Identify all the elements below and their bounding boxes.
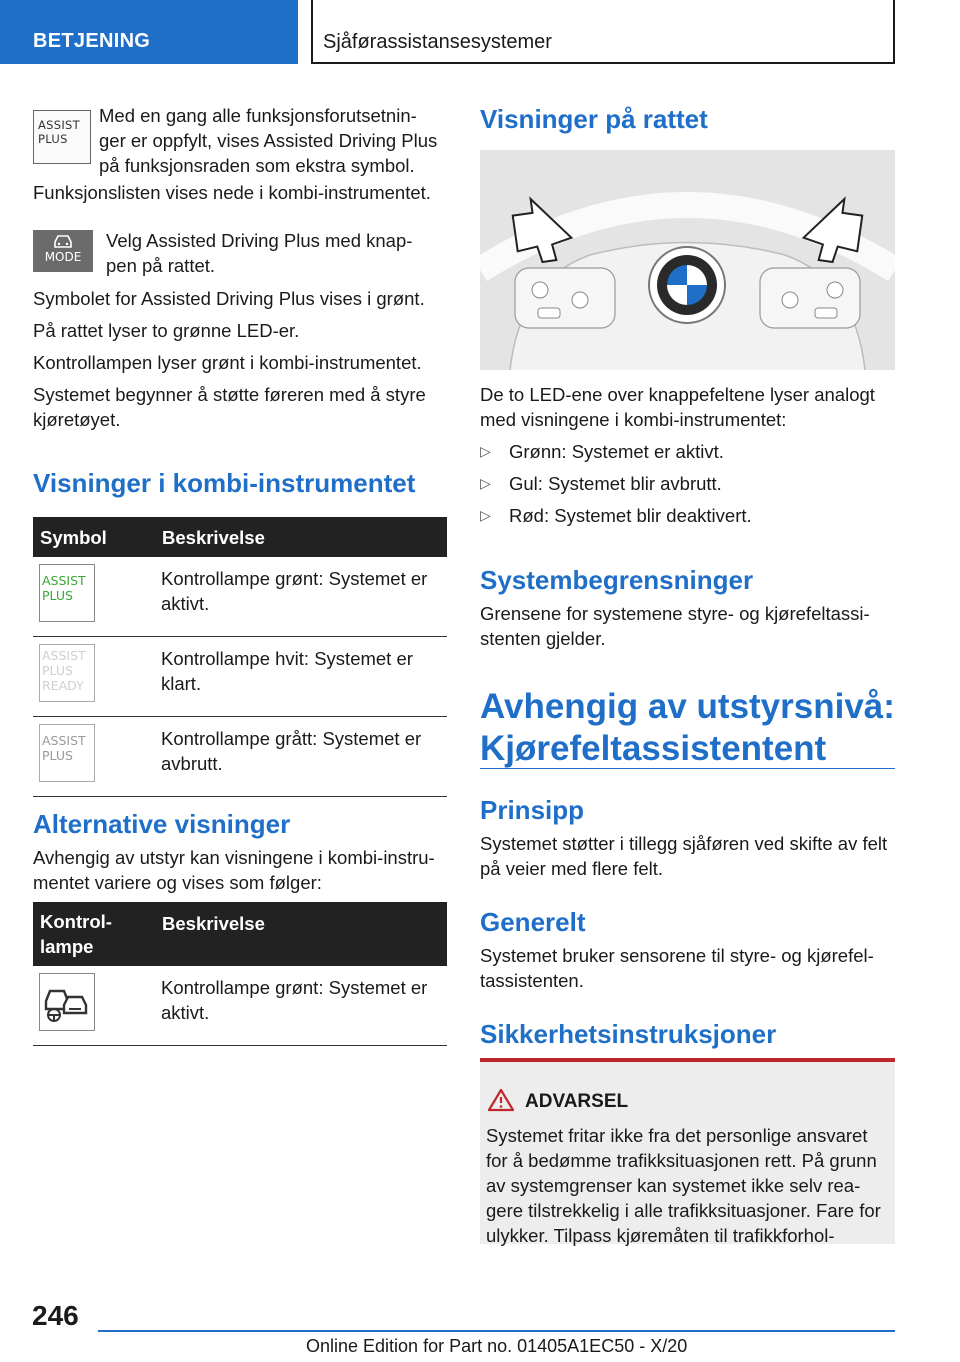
section-rule bbox=[480, 768, 895, 769]
heading-steering-displays: Visninger på rattet bbox=[480, 104, 708, 134]
mode-icon-label: MODE bbox=[44, 250, 82, 264]
chapter-title: Sjåførassistansesystemer bbox=[323, 31, 552, 53]
table-header-symbol: Symbol bbox=[33, 517, 155, 557]
table-row bbox=[33, 557, 447, 637]
sym-text: READY bbox=[42, 678, 84, 693]
intro-line-2: ger er oppfylt, vises Assisted Driving Plus bbox=[99, 130, 438, 151]
table-row bbox=[33, 717, 447, 797]
heading-equipment-line2: Kjørefeltassistentent bbox=[480, 729, 827, 768]
table-header-description: Beskrivelse bbox=[155, 902, 447, 966]
table-row bbox=[33, 966, 447, 1046]
assist-plus-green-icon bbox=[39, 564, 95, 622]
sym-text: ASSIST bbox=[42, 733, 86, 748]
intro-line-4: Funksjonslisten vises nede i kombi-instrumentet. bbox=[33, 182, 431, 203]
general-paragraph: Systemet bruker sensorene til styre- og kjørefel-tassistenten. bbox=[480, 945, 874, 991]
sym-text: PLUS bbox=[42, 748, 73, 763]
status-paragraphs bbox=[33, 286, 448, 439]
page-number: 246 bbox=[32, 1300, 79, 1331]
heading-system-limits: Systembegrensninger bbox=[480, 565, 754, 595]
intro-paragraph-full bbox=[33, 180, 453, 205]
heading-alternative-displays: Alternative visninger bbox=[33, 809, 291, 839]
steering-wheel-drawing bbox=[480, 150, 895, 370]
heading-principle: Prinsipp bbox=[480, 795, 585, 825]
sym-text: ASSIST bbox=[42, 573, 86, 588]
paragraph-symbol-green: Symbolet for Assisted Driving Plus vises i grønt. bbox=[33, 288, 425, 309]
chapter-header bbox=[311, 0, 895, 64]
assist-plus-icon-line1: ASSIST bbox=[38, 118, 80, 132]
table-header-description: Beskrivelse bbox=[155, 517, 447, 557]
warning-title: ADVARSEL bbox=[525, 1091, 629, 1112]
footer-rule bbox=[98, 1330, 895, 1332]
list-item: ▷ Rød: Systemet blir deaktivert. bbox=[480, 503, 895, 528]
lane-change-icon bbox=[39, 973, 95, 1031]
list-item: ▷ Grønn: Systemet er aktivt. bbox=[480, 439, 895, 464]
intro-paragraph-indented bbox=[99, 103, 449, 178]
table-cell-description: Kontrollampe grønt: Systemet er aktivt. bbox=[155, 966, 447, 1046]
lane-change-glyph bbox=[42, 979, 92, 1025]
alternative-paragraph: Avhengig av utstyr kan visningene i kombi-instru-mentet variere og vises som følger: bbox=[33, 847, 435, 893]
sym-text: PLUS bbox=[42, 663, 73, 678]
edition-footer: Online Edition for Part no. 01405A1EC50 - X/20 bbox=[306, 1336, 688, 1356]
paragraph-led: På rattet lyser to grønne LED-er. bbox=[33, 320, 300, 341]
sym-text: ASSIST bbox=[42, 648, 86, 663]
mode-line-1: Velg Assisted Driving Plus med knap- bbox=[106, 230, 413, 251]
led-paragraph: De to LED-ene over knappefeltene lyser analogt med visningene i kombi-instrumentet: bbox=[480, 384, 875, 430]
assist-plus-icon-line2: PLUS bbox=[38, 132, 68, 146]
lamp-table bbox=[33, 902, 447, 1046]
status-bullet-list bbox=[480, 439, 895, 535]
table-cell-description: Kontrollampe hvit: Systemet er klart. bbox=[155, 637, 447, 717]
steering-wheel-illustration bbox=[480, 150, 895, 370]
paragraph-system-support: Systemet begynner å støtte føreren med å styre kjøretøyet. bbox=[33, 384, 426, 430]
symbol-table bbox=[33, 517, 447, 797]
sym-text: PLUS bbox=[42, 588, 73, 603]
paragraph-indicator: Kontrollampen lyser grønt i kombi-instrumentet. bbox=[33, 352, 422, 373]
warning-box bbox=[480, 1058, 895, 1244]
warning-text: Systemet fritar ikke fra det personlige ansvaret for å bedømme trafikksituasjonen rett. På grunn av systemgrenser kan systemet ikke selv rea-gere tilstrekkelig i alle trafikksituasjoner. Fare for ulykker. Tilpass kjøremåten til trafikkforhol- bbox=[486, 1125, 881, 1246]
mode-paragraph bbox=[106, 228, 446, 278]
table-cell-description: Kontrollampe grått: Systemet er avbrutt. bbox=[155, 717, 447, 797]
table-header-lamp-line2: lampe bbox=[40, 936, 94, 957]
table-row bbox=[33, 637, 447, 717]
section-title: BETJENING bbox=[33, 30, 151, 52]
car-icon bbox=[52, 233, 74, 249]
heading-equipment-level bbox=[480, 686, 900, 770]
mode-line-2: pen på rattet. bbox=[106, 255, 216, 276]
table-cell-description: Kontrollampe grønt: Systemet er aktivt. bbox=[155, 557, 447, 637]
heading-safety: Sikkerhetsinstruksjoner bbox=[480, 1019, 777, 1049]
assist-plus-icon bbox=[33, 110, 91, 164]
mode-button-icon bbox=[33, 230, 93, 272]
intro-line-1: Med en gang alle funksjonsforutsetnin- bbox=[99, 105, 417, 126]
section-tab bbox=[0, 0, 298, 64]
principle-paragraph: Systemet støtter i tillegg sjåføren ved skifte av felt på veier med flere felt. bbox=[480, 833, 888, 879]
heading-general: Generelt bbox=[480, 907, 586, 937]
assist-plus-gray-icon bbox=[39, 724, 95, 782]
heading-equipment-line1: Avhengig av utstyrsnivå: bbox=[480, 687, 895, 726]
intro-line-3: på funksjonsraden som ekstra symbol. bbox=[99, 155, 415, 176]
list-item: ▷ Gul: Systemet blir avbrutt. bbox=[480, 471, 895, 496]
table-header-lamp-line1: Kontrol- bbox=[40, 911, 112, 932]
system-limits-paragraph: Grensene for systemene styre- og kjørefeltassi-stenten gjelder. bbox=[480, 603, 870, 649]
warning-icon bbox=[488, 1088, 514, 1112]
assist-plus-ready-icon bbox=[39, 644, 95, 702]
heading-cluster-displays: Visninger i kombi-instrumentet bbox=[33, 468, 416, 498]
table-header-lamp bbox=[33, 902, 155, 966]
